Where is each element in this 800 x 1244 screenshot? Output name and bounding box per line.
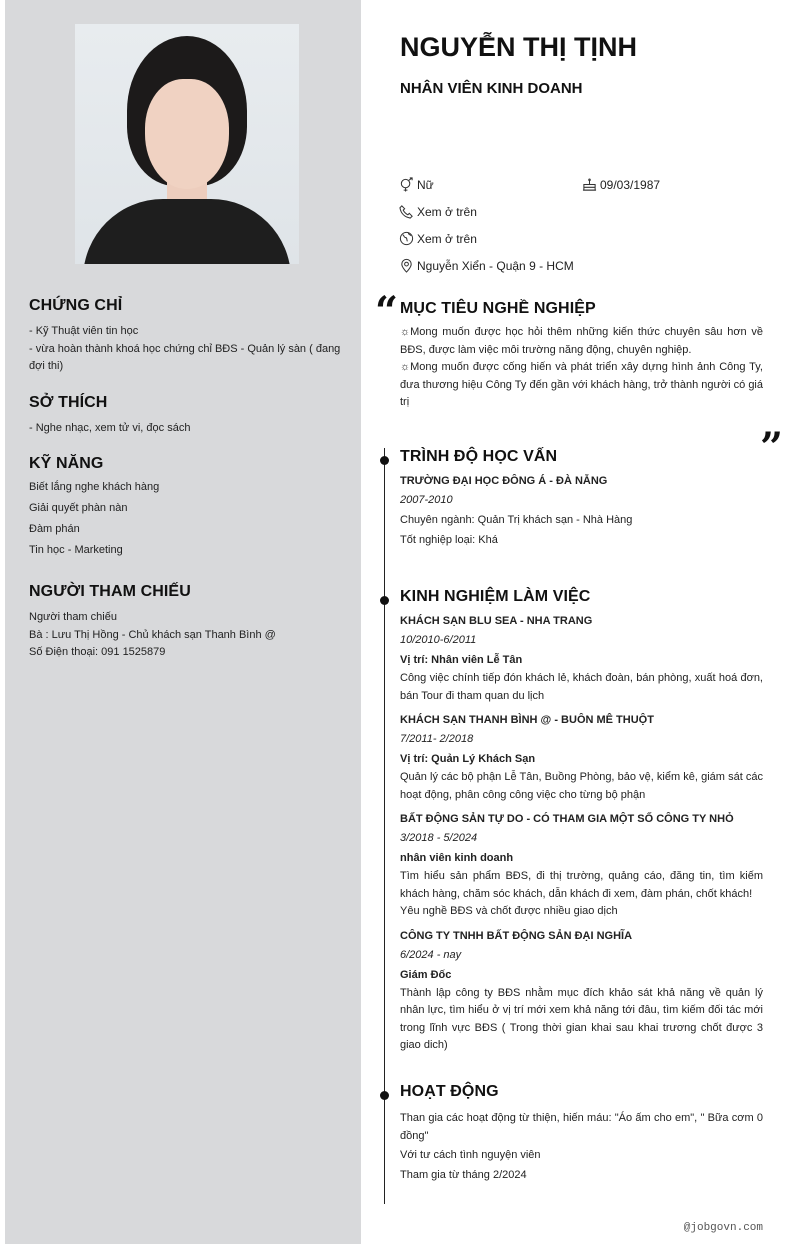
gender-info: [399, 177, 434, 192]
objective-item: ☼Mong muốn được học hỏi thêm những kiến thức chuyên sâu hơn về BĐS, được làm việc môi trường năng động, chuyên nghiệp.: [400, 326, 763, 356]
globe-icon: [399, 231, 414, 246]
job-desc: Yêu nghề BĐS và chốt được nhiều giao dịch: [400, 905, 618, 917]
school-name: TRƯỜNG ĐẠI HỌC ĐÔNG Á - ĐÀ NẴNG: [400, 475, 608, 487]
job-desc: Quản lý các bộ phận Lễ Tân, Buồng Phòng, bảo vệ, kiểm kê, giám sát các hoạt động, phân công công việc cho từng bộ phận: [400, 771, 763, 801]
objective-section: [400, 300, 763, 412]
section-title: HOẠT ĐỘNG: [400, 1083, 499, 1100]
phone-value: Xem ở trên: [417, 204, 477, 219]
left-sidebar: [5, 0, 361, 1244]
email-info: [399, 231, 477, 246]
close-quote-icon: ”: [760, 424, 784, 471]
job-period: 6/2024 - nay: [400, 948, 462, 961]
job-position: nhân viên kinh doanh: [400, 852, 514, 864]
list-item: Tin học - Marketing: [29, 544, 123, 556]
list-item: Người tham chiếu: [29, 611, 117, 623]
gender-icon: [399, 177, 414, 192]
timeline-dot: [380, 596, 389, 605]
activity-item: Tham gia từ tháng 2/2024: [400, 1169, 527, 1181]
job-org: KHÁCH SẠN BLU SEA - NHA TRANG: [400, 615, 593, 627]
job-period: 10/2010-6/2011: [400, 634, 477, 646]
gender-value: Nữ: [417, 177, 434, 192]
profile-photo: [75, 24, 299, 264]
timeline-dot: [380, 1091, 389, 1100]
education-grade: Tốt nghiệp loại: Khá: [400, 534, 498, 546]
job-desc: Thành lập công ty BĐS nhằm mục đích khảo sát khả năng về quản lý nhân lực, tìm hiểu ở vị trí mới xem khả năng tới đâu, tìm kiếm đối tác mới trong lĩnh vực BĐS ( Trong thời gian khai sau khai trương chốt được 3 giao dich): [400, 986, 763, 1051]
job-position: Vị trí: Nhân viên Lễ Tân: [400, 654, 523, 666]
job-position: Vị trí: Quản Lý Khách Sạn: [400, 753, 536, 765]
list-item: - vừa hoàn thành khoá học chứng chỉ BĐS - Quản lý sàn ( đang đợi thi): [29, 342, 341, 372]
job-entry: [400, 927, 763, 1055]
education-major: Chuyên ngành: Quản Trị khách sạn - Nhà Hàng: [400, 514, 633, 526]
list-item: Đàm phán: [29, 523, 80, 535]
list-item: - Nghe nhạc, xem tử vi, đọc sách: [29, 422, 191, 434]
section-title: KINH NGHIỆM LÀM VIỆC: [400, 588, 591, 605]
list-item: Số Điện thoại: 091 1525879: [29, 646, 166, 658]
section-title: KỸ NĂNG: [29, 455, 104, 472]
job-entry: [400, 810, 763, 921]
education-section: [400, 448, 763, 550]
section-title: MỤC TIÊU NGHỀ NGHIỆP: [400, 300, 596, 317]
email-value: Xem ở trên: [417, 231, 477, 246]
job-org: KHÁCH SẠN THANH BÌNH @ - BUÔN MÊ THUỘT: [400, 714, 654, 726]
objective-item: ☼Mong muốn được cống hiến và phát triển xây dựng hình ảnh Công Ty, đưa thương hiệu Công Ty đến gần với khách hàng, trở thành người có giá trị: [400, 361, 763, 408]
activity-item: Than gia các hoạt động từ thiện, hiến máu: "Áo ấm cho em", " Bữa cơm 0 đồng": [400, 1112, 763, 1142]
experience-section: [400, 588, 763, 1055]
job-period: 3/2018 - 5/2024: [400, 832, 478, 844]
job-entry: [400, 612, 763, 705]
list-item: Bà : Lưu Thị Hồng - Chủ khách sạn Thanh Bình @: [29, 628, 276, 641]
job-desc: Tìm hiểu sản phẩm BĐS, đi thị trường, quảng cáo, đăng tin, tìm kiếm khách hàng, chăm sóc khách, dẫn khách đi xem, đàm phán, chốt khách!: [400, 870, 763, 900]
education-period: 2007-2010: [400, 494, 453, 506]
dob-info: [582, 177, 660, 192]
job-org: BẤT ĐỘNG SẢN TỰ DO - CÓ THAM GIA MỘT SỐ CÔNG TY NHỎ: [400, 813, 734, 825]
section-title: TRÌNH ĐỘ HỌC VẤN: [400, 448, 558, 465]
footer-watermark: @jobgovn.com: [683, 1222, 763, 1234]
section-title: SỞ THÍCH: [29, 394, 108, 411]
job-title: NHÂN VIÊN KINH DOANH: [400, 80, 583, 97]
candidate-name: NGUYỄN THỊ TỊNH: [400, 32, 638, 62]
certificates-section: [29, 297, 351, 376]
job-entry: [400, 711, 763, 804]
references-section: [29, 583, 351, 662]
job-desc: Công việc chính tiếp đón khách lẻ, khách đoàn, bán phòng, xuất hoá đơn, bán Tour đi tham quan du lịch: [400, 672, 763, 702]
job-org: CÔNG TY TNHH BẤT ĐỘNG SẢN ĐẠI NGHĨA: [400, 929, 633, 942]
hobbies-section: [29, 394, 351, 438]
section-title: NGƯỜI THAM CHIẾU: [29, 583, 191, 600]
list-item: Biết lắng nghe khách hàng: [29, 481, 160, 493]
open-quote-icon: “: [375, 288, 399, 335]
location-pin-icon: [399, 258, 414, 273]
dob-value: 09/03/1987: [600, 177, 661, 192]
job-position: Giám Đốc: [400, 968, 452, 981]
address-value: Nguyễn Xiển - Quận 9 - HCM: [417, 258, 574, 273]
list-item: - Kỹ Thuật viên tin học: [29, 325, 139, 337]
birthday-cake-icon: [582, 177, 597, 192]
activities-section: [400, 1083, 763, 1185]
address-info: [399, 258, 574, 273]
phone-info: [399, 204, 477, 219]
list-item: Giải quyết phàn nàn: [29, 502, 128, 514]
timeline-dot: [380, 456, 389, 465]
activity-item: Với tư cách tình nguyện viên: [400, 1149, 541, 1161]
section-title: CHỨNG CHỈ: [29, 297, 123, 314]
skills-section: [29, 455, 351, 561]
phone-icon: [399, 204, 414, 219]
job-period: 7/2011- 2/2018: [400, 733, 474, 745]
